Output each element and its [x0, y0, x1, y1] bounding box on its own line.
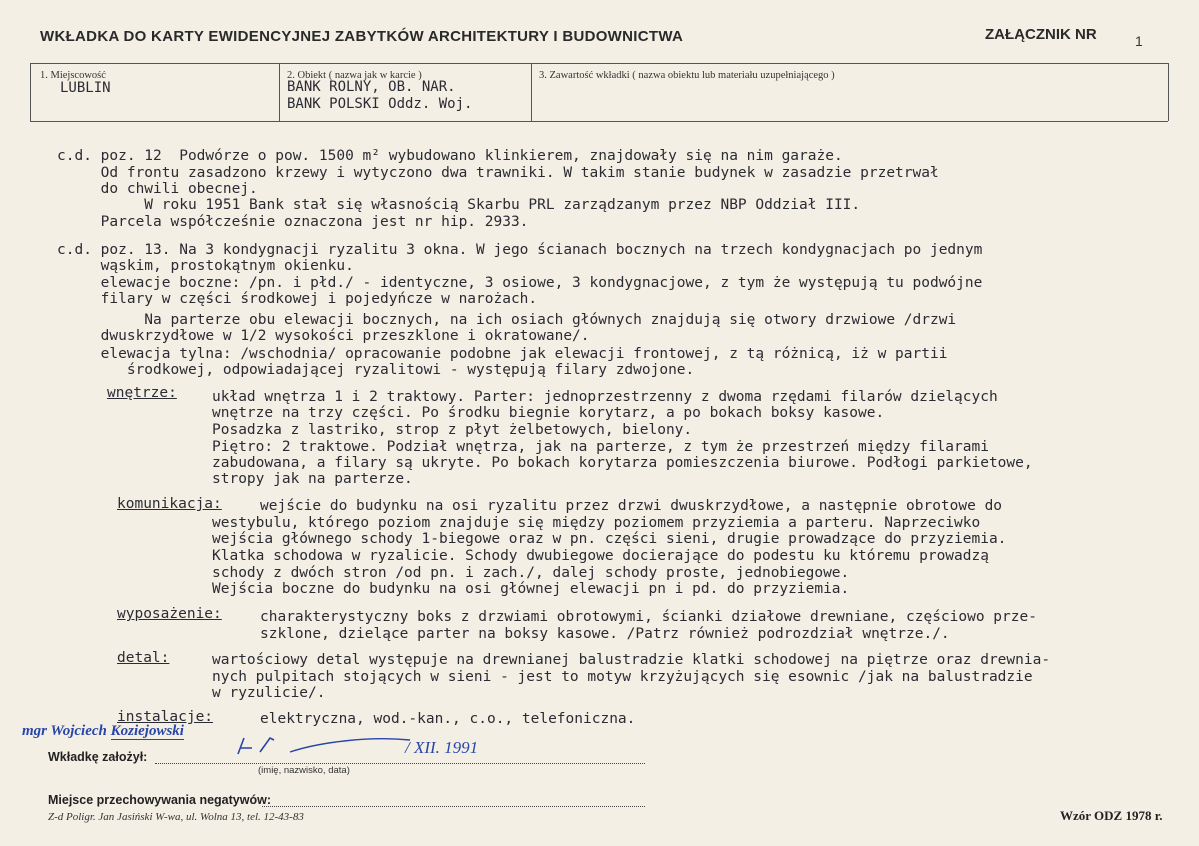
handwritten-signature	[230, 730, 430, 765]
author-stamp-surname: Koziejowski	[110, 723, 184, 739]
grid-divider-1	[279, 63, 280, 121]
body-line: elewacja tylna: /wschodnia/ opracowanie podobne jak elewacji frontowej, z tą różnicą, iż w partii	[57, 346, 948, 362]
communication-line: wejścia głównego schody 1-biegowe oraz w pn. części sieni, drugie prowadzące do przyziemia.	[212, 531, 1007, 547]
body-line: dwuskrzydłowe w 1/2 wysokości przeszklone i okratowane/.	[57, 328, 590, 344]
communication-line: westybulu, którego poziom znajduje się między poziomem przyziemia a parteru. Naprzeciwko	[212, 515, 981, 531]
grid-top-line	[30, 63, 1168, 64]
interior-line: Piętro: 2 traktowe. Podział wnętrza, jak na parterze, z tym że przestrzeń między filarami	[212, 439, 989, 455]
created-by-hint: (imię, nazwisko, data)	[258, 765, 350, 776]
interior-label: wnętrze:	[107, 385, 177, 401]
detail-label: detal:	[117, 650, 170, 666]
detail-line: w ryzulicie/.	[212, 685, 326, 701]
body-line: Od frontu zasadzono krzewy i wytyczono dwa trawniki. W takim stanie budynek w zasadzie przetrwał	[57, 165, 939, 181]
detail-line: wartościowy detal występuje na drewnianej balustradzie klatki schodowej na piętrze oraz drewnia-	[212, 652, 1051, 668]
body-line: elewacje boczne: /pn. i płd./ - identyczne, 3 osiowe, 3 kondygnacjowe, z tym że występują tu podwójne	[57, 275, 983, 291]
template-code: Wzór ODZ 1978 r.	[1060, 808, 1163, 823]
printer-note: Z-d Poligr. Jan Jasiński W-wa, ul. Wolna 13, tel. 12-43-83	[48, 811, 304, 823]
contents-label: 3. Zawartość wkładki ( nazwa obiektu lub materiału uzupełniającego )	[539, 70, 835, 81]
attachment-label: ZAŁĄCZNIK NR	[985, 26, 1097, 43]
grid-right-line	[1168, 63, 1169, 121]
communication-line: Wejścia boczne do budynku na osi głównej elewacji pn i pd. do przyziemia.	[212, 581, 850, 597]
negatives-label: Miejsce przechowywania negatywów:	[48, 793, 271, 807]
detail-line: nych pulpitach stojących w sieni - jest to motyw krzyżujących się esownic /jak na balustradzie	[212, 669, 1033, 685]
communication-line: Klatka schodowa w ryzalicie. Schody dwubiegowe docierające do podestu ku któremu prowadzą	[212, 548, 989, 564]
communication-line: wejście do budynku na osi ryzalitu przez drzwi dwuskrzydłowe, a następnie obrotowe do	[260, 498, 1003, 514]
installations-label: instalacje:	[117, 709, 214, 725]
interior-line: układ wnętrza 1 i 2 traktowy. Parter: jednoprzestrzenny z dwoma rzędami filarów dzielących	[212, 389, 998, 405]
body-line: środkowej, odpowiadającej ryzalitowi - występują filary zdwojone.	[57, 362, 695, 378]
body-line: filary w części środkowej i pojedyńcze w narożach.	[57, 291, 538, 307]
object-line-2: BANK POLSKI Oddz. Woj.	[287, 96, 473, 112]
body-line: Na parterze obu elewacji bocznych, na ich osiach głównych znajdują się otwory drzwiowe /drzwi	[57, 312, 957, 328]
body-line: do chwili obecnej.	[57, 181, 258, 197]
created-by-label: Wkładkę założył:	[48, 750, 148, 764]
object-line-1: BANK ROLNY, OB. NAR.	[287, 79, 456, 95]
negatives-dotted-line	[262, 805, 645, 807]
body-line: c.d. poz. 12 Podwórze o pow. 1500 m² wybudowano klinkierem, znajdowały się na nim garaże.	[57, 148, 843, 164]
locality-label: 1. Miejscowość	[40, 70, 106, 81]
author-stamp	[22, 723, 184, 740]
interior-line: wnętrze na trzy części. Po środku biegnie korytarz, a po bokach boksy kasowe.	[212, 405, 885, 421]
installations-value: elektryczna, wod.-kan., c.o., telefoniczna.	[260, 711, 636, 727]
communication-label: komunikacja:	[117, 496, 222, 512]
equipment-label: wyposażenie:	[117, 606, 222, 622]
equipment-line: charakterystyczny boks z drzwiami obrotowymi, ścianki działowe drewniane, częściowo prze-	[260, 609, 1037, 625]
body-line: c.d. poz. 13. Na 3 kondygnacji ryzalitu 3 okna. W jego ścianach bocznych na trzech kondygnacjach po jednym	[57, 242, 983, 258]
interior-line: Posadzka z lastriko, strop z płyt żelbetowych, bielony.	[212, 422, 693, 438]
body-line: Parcela współcześnie oznaczona jest nr hip. 2933.	[57, 214, 529, 230]
interior-line: stropy jak na parterze.	[212, 471, 413, 487]
card-title: WKŁADKA DO KARTY EWIDENCYJNEJ ZABYTKÓW ARCHITEKTURY I BUDOWNICTWA	[40, 28, 684, 45]
body-line: wąskim, prostokątnym okienku.	[57, 258, 354, 274]
communication-line: schody z dwóch stron /od pn. i zach./, dalej schody proste, jednobiegowe.	[212, 565, 850, 581]
grid-bottom-line	[30, 121, 1168, 122]
interior-line: zabudowana, a filary są ukryte. Po bokach korytarza pomieszczenia biurowe. Podłogi parkietowe,	[212, 455, 1033, 471]
author-stamp-prefix: mgr Wojciech	[22, 723, 111, 739]
object-label: 2. Obiekt ( nazwa jak w karcie )	[287, 70, 422, 81]
signature-date: / XII. 1991	[405, 738, 479, 757]
equipment-line: szklone, dzielące parter na boksy kasowe. /Patrz również podrozdział wnętrze./.	[260, 626, 950, 642]
locality-value: LUBLIN	[60, 80, 111, 96]
grid-left-line	[30, 63, 31, 121]
grid-divider-2	[531, 63, 532, 121]
body-line: W roku 1951 Bank stał się własnością Skarbu PRL zarządzanym przez NBP Oddział III.	[57, 197, 861, 213]
attachment-number: 1	[1135, 33, 1143, 49]
